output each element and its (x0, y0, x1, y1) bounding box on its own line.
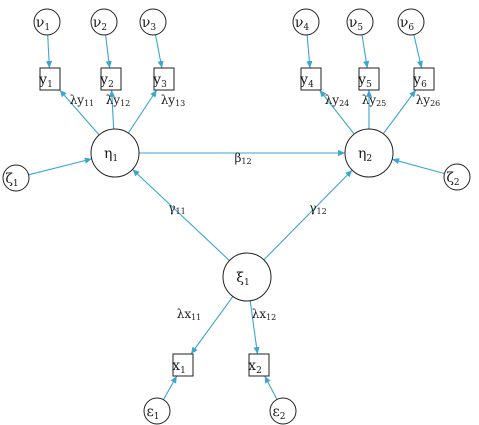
arrow-eta2-to-y6 (383, 90, 416, 134)
node-nu2 (91, 9, 117, 35)
edge-label-xi1-to-eta1 (168, 201, 185, 216)
edge-label-subscript: 25 (376, 99, 387, 108)
node-label-subscript: 1 (180, 366, 186, 376)
node-label-symbol: ν (92, 15, 102, 31)
node-label-symbol: y (358, 72, 367, 88)
node-nu6 (398, 9, 424, 35)
node-label-subscript: 5 (357, 23, 364, 33)
edge-label-symbol: γ (309, 201, 317, 215)
edge-label-symbol: λx (251, 307, 267, 321)
node-label-subscript: 5 (366, 80, 372, 90)
node-label-symbol: ε (146, 404, 154, 420)
node-label-subscript: 2 (366, 154, 373, 164)
node-label-symbol: x (172, 358, 181, 374)
node-label-subscript: 1 (153, 412, 160, 422)
edge-label-symbol: λy (324, 93, 340, 107)
edge-label-xi1-to-x1 (177, 307, 202, 322)
node-nu3 (140, 9, 166, 35)
node-label-symbol: ν (294, 15, 304, 31)
node-label-subscript: 4 (303, 23, 310, 33)
node-label-symbol: η (103, 146, 113, 162)
arrow-nu6-to-y6 (414, 35, 422, 68)
node-y2 (99, 68, 121, 90)
node-y5 (357, 68, 379, 90)
edge-label-subscript: 24 (339, 99, 350, 108)
node-label-symbol: x (248, 358, 257, 374)
node-label-symbol: y (300, 72, 309, 88)
node-y6 (412, 68, 434, 90)
node-eta2 (345, 129, 393, 177)
arrow-nu4-to-y4 (307, 35, 310, 68)
edge-label-subscript: 26 (430, 99, 441, 108)
arrow-xi1-to-x1 (191, 296, 233, 354)
edge-label-subscript: 12 (266, 313, 277, 322)
edge-label-subscript: 11 (191, 313, 202, 322)
edge-label-eta2-to-y4 (325, 93, 350, 108)
arrow-eta1-to-y3 (128, 90, 156, 133)
node-label-symbol: ν (35, 15, 45, 31)
edge-label-symbol: γ (168, 201, 176, 215)
node-y3 (152, 68, 174, 90)
arrow-nu5-to-y5 (362, 35, 367, 68)
arrow-eps1-to-x1 (163, 376, 176, 400)
node-label-symbol: ε (272, 404, 280, 420)
node-nu1 (34, 9, 60, 35)
arrow-nu3-to-y3 (156, 35, 162, 68)
node-label-subscript: 4 (308, 80, 314, 90)
node-zeta2 (444, 164, 470, 190)
node-x2 (248, 354, 269, 376)
node-y1 (38, 68, 60, 90)
arrow-zeta1-to-eta1 (29, 159, 92, 175)
node-zeta1 (3, 165, 29, 191)
node-label-symbol: y (413, 72, 422, 88)
node-label-subscript: 6 (421, 80, 427, 90)
arrow-nu1-to-y1 (48, 35, 50, 68)
node-x1 (172, 354, 193, 376)
latent-variable-circle (223, 253, 271, 301)
edge-label-symbol: β (234, 151, 242, 165)
node-label-symbol: η (357, 146, 367, 162)
node-label-symbol: ξ (236, 270, 244, 286)
node-label-subscript: 1 (44, 23, 51, 33)
node-label-subscript: 1 (12, 179, 19, 189)
edge-label-eta2-to-y5 (362, 93, 387, 108)
edge-label-symbol: λy (105, 93, 121, 107)
nodes-layer (3, 9, 470, 424)
edge-label-eta1-to-y2 (106, 93, 131, 108)
edge-label-eta2-to-y6 (416, 93, 441, 108)
node-label-symbol: y (100, 72, 109, 88)
arrow-eps2-to-x2 (265, 376, 277, 400)
node-label-subscript: 2 (256, 366, 262, 376)
node-label-symbol: ζ (446, 170, 454, 186)
node-nu5 (347, 9, 373, 35)
edge-label-subscript: 12 (241, 157, 252, 166)
edge-label-symbol: λy (415, 93, 431, 107)
edge-label-xi1-to-x2 (252, 307, 277, 322)
edge-label-subscript: 11 (84, 99, 95, 108)
node-label-subscript: 3 (150, 23, 157, 33)
edge-label-symbol: λy (160, 93, 176, 107)
node-eta1 (91, 129, 139, 177)
edge-label-symbol: λx (176, 307, 192, 321)
edge-label-subscript: 13 (175, 99, 186, 108)
node-xi1 (223, 253, 271, 301)
edge-label-symbol: λy (69, 93, 85, 107)
node-label-subscript: 2 (453, 178, 460, 188)
node-label-subscript: 2 (279, 412, 286, 422)
arrow-nu2-to-y2 (106, 35, 110, 68)
node-label-subscript: 1 (112, 154, 119, 164)
arrow-zeta2-to-eta2 (392, 159, 444, 173)
node-eps1 (144, 398, 170, 424)
edge-label-eta1-to-y3 (161, 93, 186, 108)
node-label-subscript: 6 (408, 23, 415, 33)
edge-label-subscript: 11 (175, 207, 186, 216)
edges-layer (29, 35, 445, 400)
arrow-xi1-to-eta2 (264, 170, 352, 260)
node-label-symbol: ν (348, 15, 358, 31)
edge-label-subscript: 12 (316, 207, 327, 216)
node-label-subscript: 3 (161, 80, 167, 90)
node-label-subscript: 2 (108, 80, 114, 90)
node-label-subscript: 2 (101, 23, 108, 33)
node-label-symbol: ν (399, 15, 409, 31)
node-label-symbol: y (39, 72, 48, 88)
node-label-symbol: y (153, 72, 162, 88)
edge-label-symbol: λy (361, 93, 377, 107)
node-label-subscript: 1 (47, 80, 53, 90)
edge-label-xi1-to-eta2 (309, 201, 326, 216)
latent-variable-circle (91, 129, 139, 177)
edge-label-eta1-to-y1 (70, 93, 95, 108)
node-label-subscript: 1 (243, 278, 250, 288)
node-y4 (299, 68, 321, 90)
node-eps2 (270, 398, 296, 424)
edge-label-subscript: 12 (120, 99, 131, 108)
node-nu4 (293, 9, 319, 35)
node-label-symbol: ζ (5, 171, 13, 187)
latent-variable-circle (345, 129, 393, 177)
node-label-symbol: ν (141, 15, 151, 31)
